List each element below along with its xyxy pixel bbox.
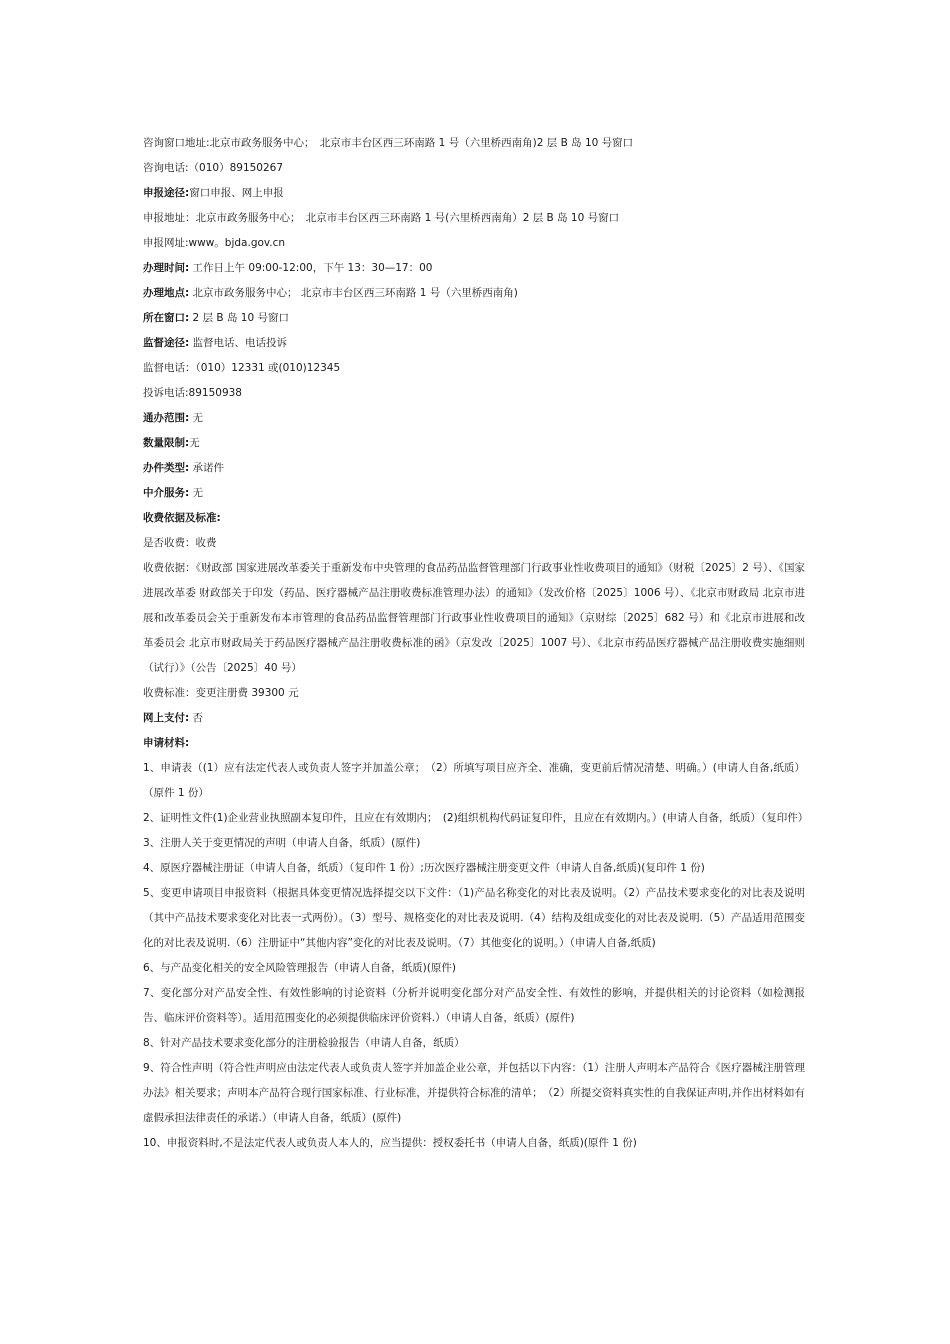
apply-route [143, 181, 805, 206]
material-item-4: 4、原医疗器械注册证（申请人自备，纸质）（复印件 1 份）;历次医疗器械注册变更文件（申请人自备,纸质)(复印件 1 份) [143, 862, 705, 874]
document-page [143, 131, 809, 1156]
material-item-7: 7、变化部分对产品安全性、有效性影响的讨论资料（分析并说明变化部分对产品安全性、有效性的影响，并提供相关的讨论资料（如检测报告、临床评价资料等）。适用范围变化的必须提供临床评价资料.）（申请人自备，纸质）(原件) [143, 987, 805, 1024]
supervision-phone: 监督电话：（010）12331 或(010)12345 [143, 362, 341, 374]
fee-basis: 收费依据：《财政部 国家进展改革委关于重新发布中央管理的食品药品监督管理部门行政事业性收费项目的通知》（财税〔2025〕2 号）、《国家进展改革委 财政部关于印发（药品、医疗器械产品注册收费标准管理办法）的通知》（发改价格〔2025〕1006 号）、《北京市财政局 北京市进展和改革委员会关于重新发布本市管理的食品药品监督管理部门行政事业性收费项目的通知》（京财综〔2025〕682 号）和《北京市进展和改革委员会 北京市财政局关于药品医疗器械产品注册收费标准的函》（京发改〔2025〕1007 号）、《北京市药品医疗器械产品注册收费实施细则 （试行）》（公告〔2025〕40 号） [143, 562, 805, 674]
consult-address: 咨询窗口地址:北京市政务服务中心； 北京市丰台区西三环南路 1 号（六里桥西南角)2 层 B 岛 10 号窗口 [143, 137, 634, 149]
material-item-2: 2、证明性文件(1)企业营业执照副本复印件，且应在有效期内； (2)组织机构代码证复印件，且应在有效期内。）(申请人自备，纸质）（复印件） [143, 812, 809, 824]
office-location [143, 281, 805, 306]
case-type-label: 办件类型: [143, 462, 190, 474]
general-scope [143, 406, 805, 431]
material-item-3: 3、注册人关于变更情况的声明（申请人自备，纸质）(原件) [143, 837, 421, 849]
service-window [143, 306, 805, 331]
intermediary-service-label: 中介服务: [143, 487, 190, 499]
supervision-route-value: 监督电话、电话投诉 [192, 337, 288, 349]
material-item-5: 5、变更申请项目申报资料（根据具体变更情况选择提交以下文件：（1)产品名称变化的对比表及说明。（2）产品技术要求变化的对比表及说明（其中产品技术要求变化对比表一式两份）。（3）型号、规格变化的对比表及说明.（4）结构及组成变化的对比表及说明.（5）产品适用范围变化的对比表及说明.（6）注册证中“其他内容”变化的对比表及说明。（7）其他变化的说明。）（申请人自备,纸质) [143, 887, 805, 949]
office-hours-value: 工作日上午 09:00-12:00，下午 13：30—17：00 [192, 262, 433, 274]
materials-heading: 申请材料: [143, 737, 190, 749]
case-type-value: 承诺件 [192, 462, 225, 474]
is-charged: 是否收费：收费 [143, 537, 217, 549]
apply-route-value: 窗口申报、网上申报 [189, 187, 284, 199]
apply-address: 申报地址：北京市政务服务中心； 北京市丰台区西三环南路 1 号(六里桥西南角）2 层 B 岛 10 号窗口 [143, 212, 620, 224]
office-hours [143, 256, 805, 281]
intermediary-service-value: 无 [192, 487, 204, 499]
intermediary-service [143, 481, 805, 506]
material-item-8: 8、针对产品技术要求变化部分的注册检验报告（申请人自备，纸质） [143, 1037, 465, 1049]
service-window-label: 所在窗口: [143, 312, 190, 324]
fee-heading: 收费依据及标准: [143, 512, 221, 524]
complaint-phone: 投诉电话:89150938 [143, 387, 242, 399]
apply-website: 申报网址:www。bjda.gov.cn [143, 237, 286, 249]
material-item-10: 10、申报资料时,不是法定代表人或负责人本人的，应当提供：授权委托书（申请人自备，纸质)(原件 1 份) [143, 1137, 637, 1149]
material-item-1: 1、申请表（(1）应有法定代表人或负责人签字并加盖公章； （2）所填写项目应齐全、准确，变更前后情况清楚、明确。）(申请人自备,纸质）（原件 1 份） [143, 762, 805, 799]
office-hours-label: 办理时间: [143, 262, 190, 274]
general-scope-value: 无 [192, 412, 204, 424]
quantity-limit-label: 数量限制: [143, 437, 190, 449]
quantity-limit [143, 431, 805, 456]
general-scope-label: 通办范围: [143, 412, 190, 424]
consult-phone: 咨询电话:（010）89150267 [143, 162, 284, 174]
online-payment [143, 706, 805, 731]
office-location-value: 北京市政务服务中心； 北京市丰台区西三环南路 1 号（六里桥西南角) [192, 287, 518, 299]
supervision-route [143, 331, 805, 356]
service-window-value: 2 层 B 岛 10 号窗口 [192, 312, 289, 324]
case-type [143, 456, 805, 481]
material-item-6: 6、与产品变化相关的安全风险管理报告（申请人自备，纸质)(原件) [143, 962, 456, 974]
fee-standard: 收费标准：变更注册费 39300 元 [143, 687, 299, 699]
material-item-9: 9、符合性声明（符合性声明应由法定代表人或负责人签字并加盖企业公章，并包括以下内容：（1）注册人声明本产品符合《医疗器械注册管理办法》相关要求；声明本产品符合现行国家标准、行业标准，并提供符合标准的清单； （2）所提交资料真实性的自我保证声明,并作出材料如有虚假承担法律责任的承诺.）（申请人自备，纸质）(原件) [143, 1062, 805, 1124]
office-location-label: 办理地点: [143, 287, 190, 299]
online-payment-value: 否 [192, 712, 204, 724]
online-payment-label: 网上支付: [143, 712, 190, 724]
apply-route-label: 申报途径: [143, 187, 190, 199]
quantity-limit-value: 无 [189, 437, 200, 449]
supervision-route-label: 监督途径: [143, 337, 190, 349]
